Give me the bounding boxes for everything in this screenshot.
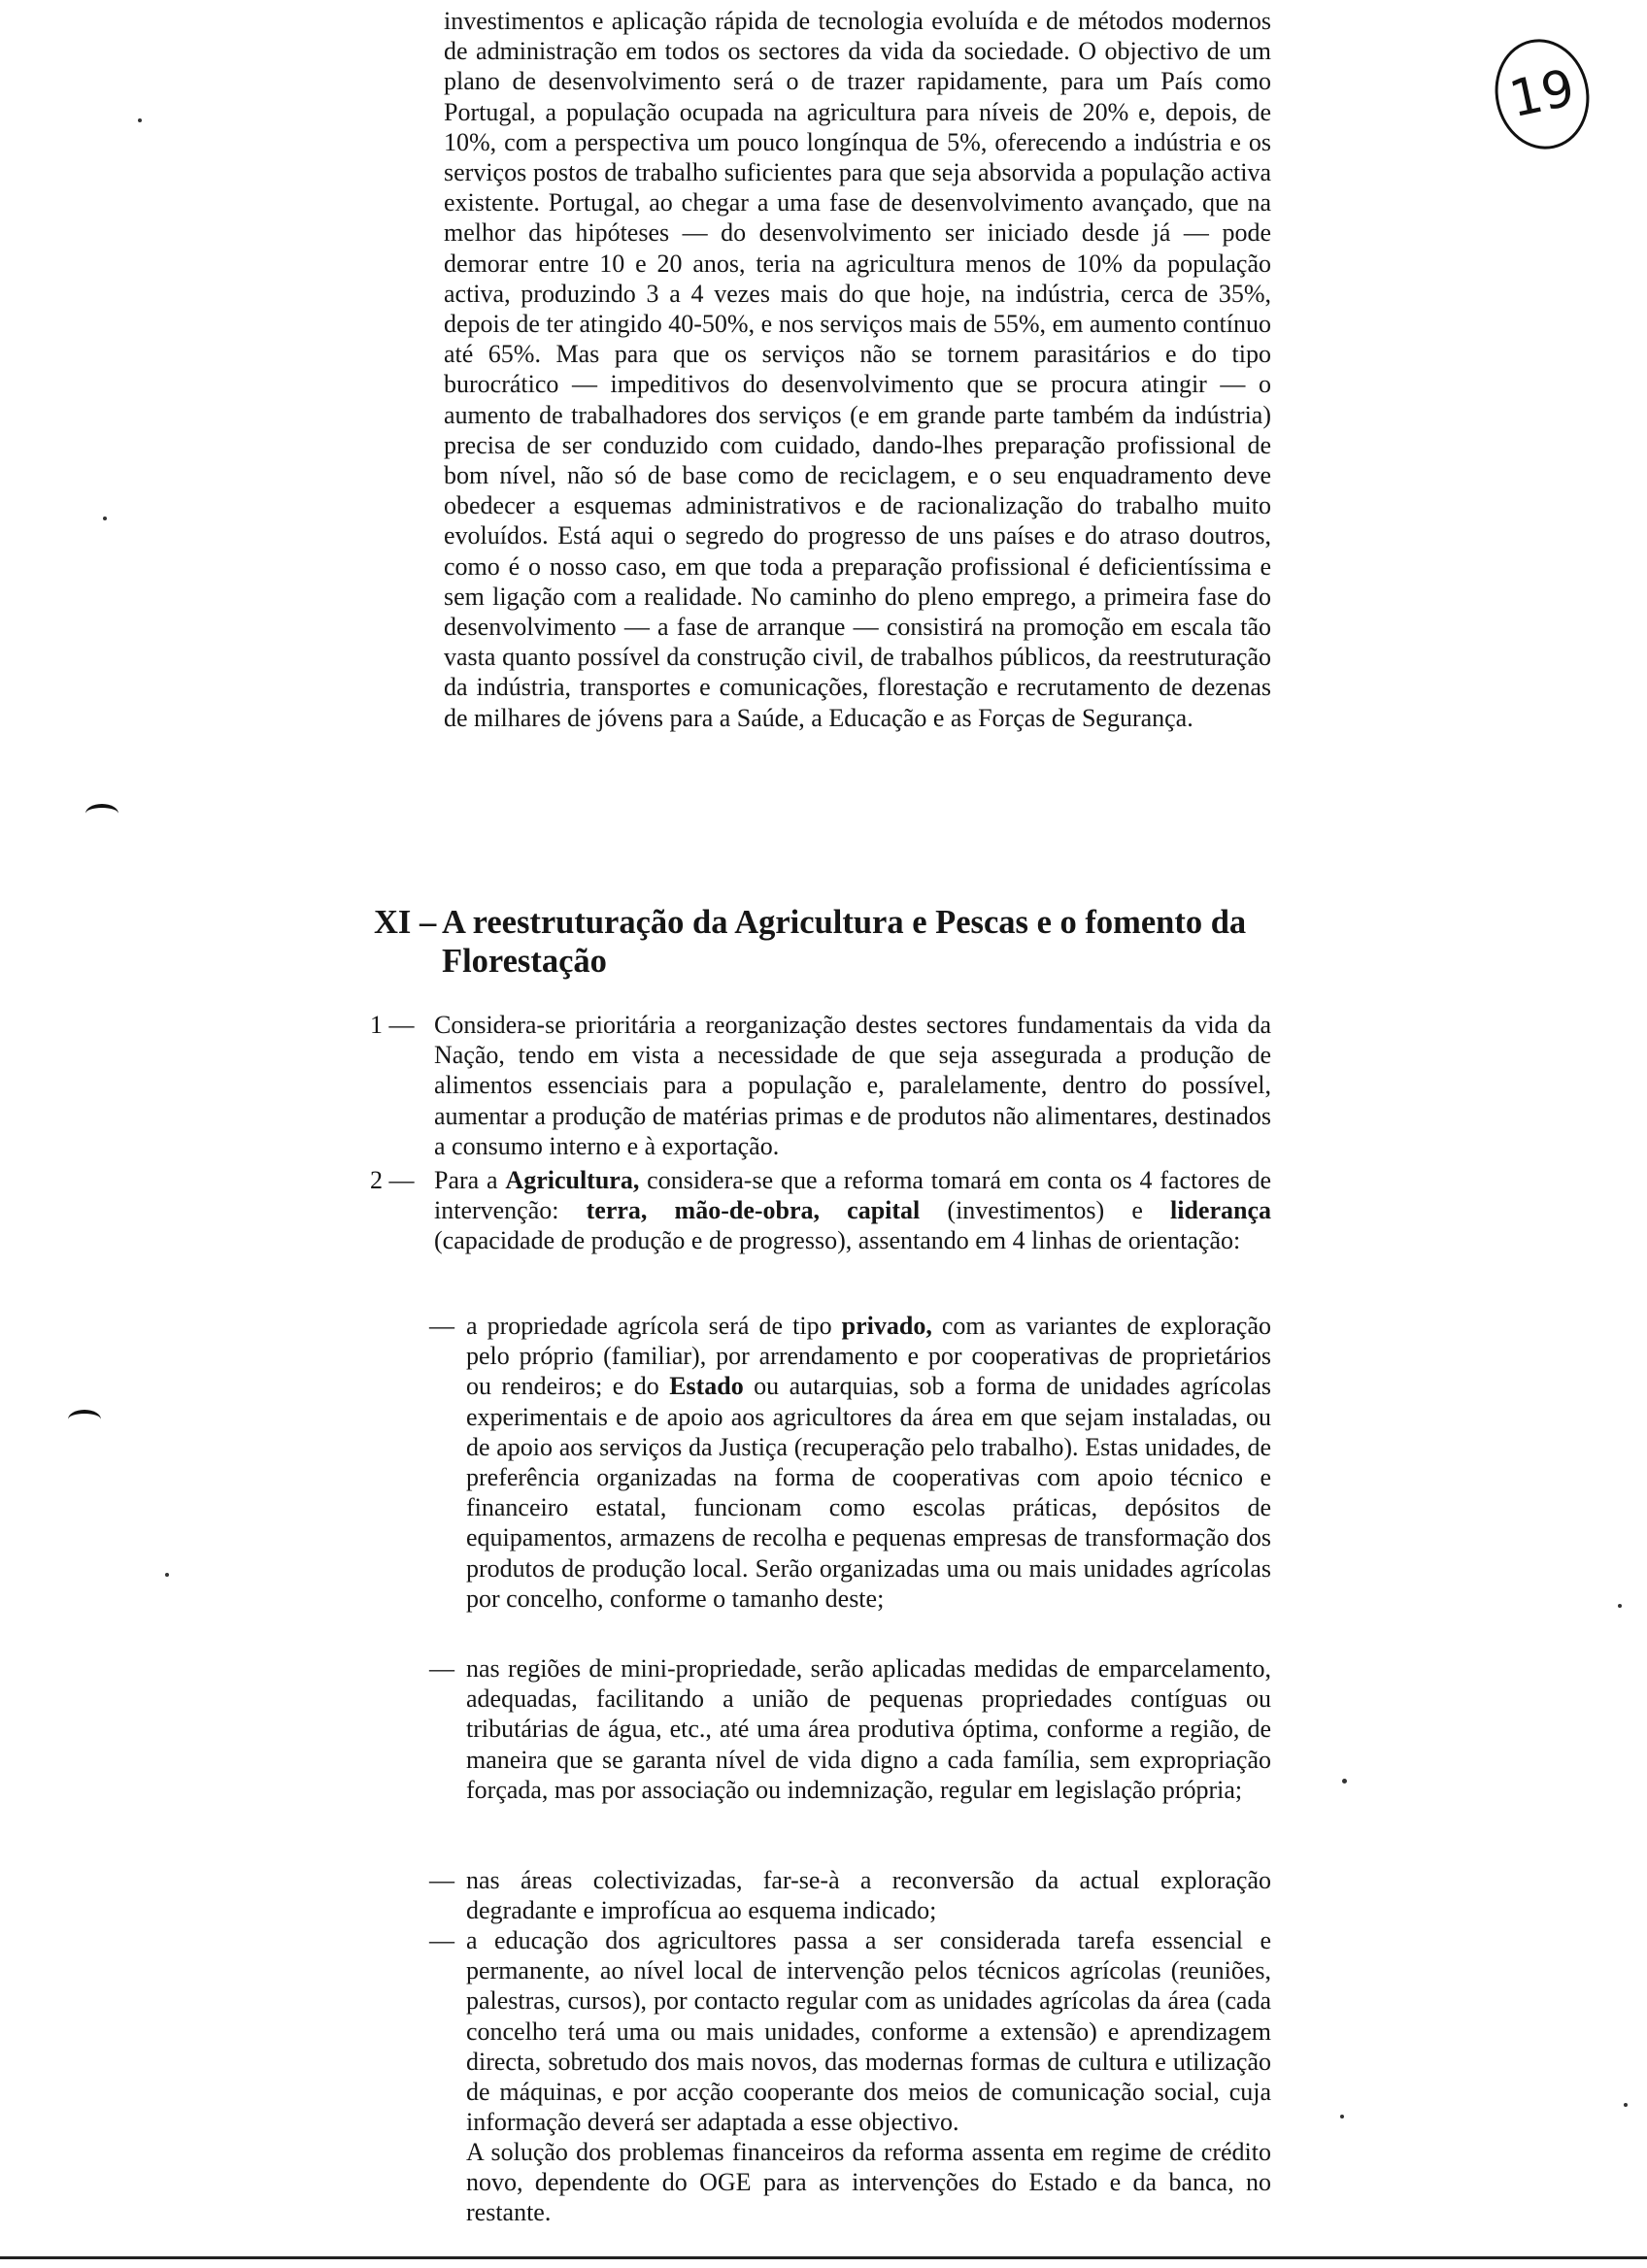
sub-item-text-part: ou autarquias, sob a forma de unidades agrícolas experimentais e de apoio aos agricultores da área em que sejam instaladas, ou de apoio aos serviços da Justiça (recuperação pelo trabalho). Estas unidades, de preferência organizadas na forma de cooperativas com apoio técnico e financeiro estatal, funcionam como escolas práticas, depósitos de equipamentos, armazens de recolha e pequenas empresas de transformação dos produtos de produção local. Serão organizadas uma ou mais unidades agrícolas por concelho, conforme o tamanho deste; [466, 1372, 1271, 1613]
section-heading [374, 903, 1277, 981]
scan-artifact [103, 517, 107, 520]
sub-item-4 [429, 1925, 1271, 2137]
list-item-text-part: considera-se que a reforma tomará em conta os 4 factores de intervenção: [434, 1166, 1272, 1225]
keyword-privado: privado, [841, 1312, 932, 1340]
sub-item-text-part: a propriedade agrícola será de tipo [466, 1312, 842, 1340]
sub-item-text: nas regiões de mini-propriedade, serão aplicadas medidas de emparcelamento, adequadas, facilitando a união de pequenas propriedades contíguas ou tributárias de água, etc., até uma área produtiva óptima, conforme a região, de maneira que se garanta nível de vida digno a cada família, sem expropriação forçada, mas por associação ou indemnização, regular em legislação própria; [466, 1654, 1271, 1804]
keyword-estado: Estado [669, 1372, 744, 1401]
section-number: XI – [374, 904, 437, 941]
list-item-2 [370, 1165, 1272, 1256]
page-number: 19 [1485, 30, 1599, 157]
sub-item-text: a educação dos agricultores passa a ser considerada tarefa essencial e permanente, ao nível local de intervenção pelos técnicos agrícolas (reuniões, palestras, cursos), por contacto regular com as unidades agrícolas da área (cada concelho terá uma ou mais unidades, conforme a extensão) e aprendizagem directa, sobretudo dos mais novos, das modernas formas de cultura e utilização de máquinas, e por acção cooperante dos meios de comunicação social, cuja informação deverá ser adaptada a esse objectivo. [466, 1926, 1271, 2137]
keyword-lideranca: liderança [1170, 1196, 1271, 1225]
keyword-factors: terra, mão-de-obra, capital [586, 1196, 921, 1225]
sub-item-dash: — [429, 1926, 454, 1954]
sub-item-text-part: com as variantes de exploração pelo próprio (familiar), por arrendamento e por cooperativas de proprietários ou rendeiros; e do [466, 1312, 1271, 1401]
list-item-text-part: (investimentos) e [920, 1196, 1170, 1225]
page-bottom-rule [0, 2256, 1647, 2259]
scan-artifact [85, 804, 118, 823]
sub-item-1 [429, 1311, 1271, 1614]
scan-artifact [1340, 2115, 1344, 2118]
sub-item-dash: — [429, 1654, 454, 1683]
list-item-marker: 2 — [370, 1166, 415, 1194]
sub-item-3 [429, 1865, 1271, 1925]
scan-artifact [1624, 2103, 1628, 2107]
section-title: A reestruturação da Agricultura e Pescas e o fomento da Florestação [442, 904, 1247, 980]
scan-artifact [1618, 1604, 1622, 1608]
scan-artifact [138, 118, 142, 122]
list-item-text-part: Para a [434, 1166, 506, 1194]
list-item-text: Considera-se prioritária a reorganização destes sectores fundamentais da vida da Nação, tendo em vista a necessidade de que seja assegurada a produção de alimentos essenciais para a população e, paralelamente, dentro do possível, aumentar a produção de matérias primas e de produtos não alimentares, destinados a consumo interno e à exportação. [434, 1011, 1271, 1160]
sub-item-dash: — [429, 1312, 454, 1340]
sub-item-text: nas áreas colectivizadas, far-se-à a reconversão da actual exploração degradante e improfícua ao esquema indicado; [466, 1866, 1271, 1925]
intro-paragraph: investimentos e aplicação rápida de tecnologia evoluída e de métodos modernos de administração em todos os sectores da vida da sociedade. O objectivo de um plano de desenvolvimento será o de trazer rapidamente, para um País como Portugal, a população ocupada na agricultura para níveis de 20% e, depois, de 10%, com a perspectiva um pouco longínqua de 5%, oferecendo a indústria e os serviços postos de trabalho suficientes para que seja absorvida a população activa existente. Portugal, ao chegar a uma fase de desenvolvimento avançado, que na melhor das hipóteses — do desenvolvimento ser iniciado desde já — pode demorar entre 10 e 20 anos, teria na agricultura menos de 10% da população activa, produzindo 3 a 4 vezes mais do que hoje, na indústria, cerca de 35%, depois de ter atingido 40-50%, e nos serviços mais de 55%, em aumento contínuo até 65%. Mas para que os serviços não se tornem parasitários e do tipo burocrático — impeditivos do desenvolvimento que se procura atingir — o aumento de trabalhadores dos serviços (e em grande parte também da indústria) precisa de ser conduzido com cuidado, dando-lhes preparação profissional de bom nível, não só de base como de reciclagem, e o seu enquadramento deve obedecer a esquemas administrativos e de racionalização do trabalho muito evoluídos. Está aqui o segredo do progresso de uns países e do atraso doutros, como é o nosso caso, em que toda a preparação profissional é deficientíssima e sem ligação com a realidade. No caminho do pleno emprego, a primeira fase do desenvolvimento — a fase de arranque — consistirá na promoção em escala tão vasta quanto possível da construção civil, de trabalhos públicos, da reestruturação da indústria, transportes e comunicações, florestação e recrutamento de dezenas de milhares de jóvens para a Saúde, a Educação e as Forças de Segurança. [444, 7, 1271, 732]
scan-artifact [68, 1410, 101, 1429]
list-item-text-part: (capacidade de produção e de progresso), assentando em 4 linhas de orientação: [434, 1226, 1241, 1255]
sub-item-dash: — [429, 1866, 454, 1894]
sub-item-2 [429, 1653, 1271, 1805]
list-item-marker: 1 — [370, 1011, 415, 1039]
scan-artifact [165, 1573, 169, 1577]
list-item-1 [370, 1010, 1271, 1161]
closing-paragraph: A solução dos problemas financeiros da reforma assenta em regime de crédito novo, dependente do OGE para as intervenções do Estado e da banca, no restante. [466, 2138, 1271, 2227]
scan-artifact [1342, 1779, 1347, 1784]
keyword-agricultura: Agricultura, [505, 1166, 640, 1194]
